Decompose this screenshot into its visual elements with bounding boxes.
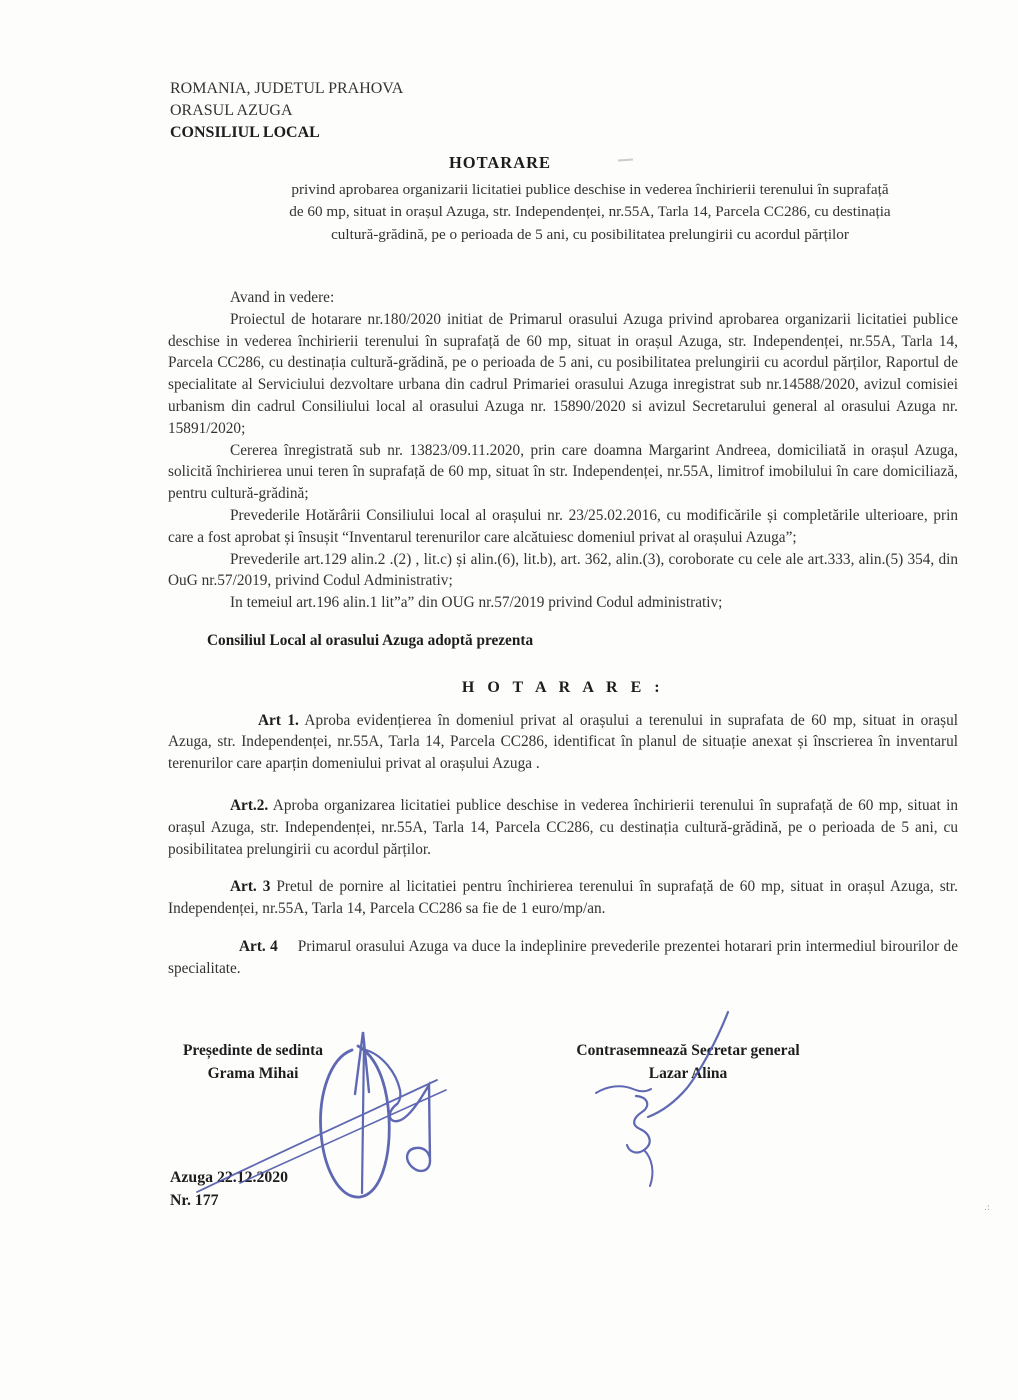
secretary-ink-flourish xyxy=(596,1086,651,1093)
article-1-label: Art 1. xyxy=(258,711,299,729)
preamble-heading: Avand in vedere: xyxy=(230,289,335,306)
article-2 xyxy=(168,795,958,860)
article-4 xyxy=(168,936,958,980)
letterhead xyxy=(170,78,403,144)
secretary-ink-tail xyxy=(644,1150,652,1186)
decision-number: Nr. 177 xyxy=(170,1192,219,1209)
president-title: Președinte de sedinta xyxy=(182,1042,324,1059)
footer-block xyxy=(170,1166,288,1212)
signature-block-president xyxy=(168,1040,338,1085)
recital: Cererea înregistrată sub nr. 13823/09.11.2020, prin care doamna Margarint Andreea, domiciliată in orașul Azuga, solicită închirierea unui teren în suprafață de 60 mp, situat în str. Independenței, nr.55A, limitrof imobilului în care domiciliază, pentru cultură-grădină; xyxy=(168,441,958,503)
president-ink-spike xyxy=(355,1032,369,1094)
subtitle-line: cultură-grădină, pe o perioada de 5 ani, cu posibilitatea prelungirii cu acordul părților xyxy=(331,225,849,243)
place-date: Azuga 22.12.2020 xyxy=(170,1169,289,1186)
president-ink-hook xyxy=(390,1085,430,1171)
letterhead-country: ROMANIA, JUDETUL PRAHOVA xyxy=(170,80,404,97)
article-3-text: Pretul de pornire al licitatiei pentru închirierea terenului în suprafață de 60 mp, situat in orașul Azuga, str. Independenței, nr.55A, Tarla 14, Parcela CC286 sa fie de 1 euro/mp/an. xyxy=(168,878,958,918)
recital: In temeiul art.196 alin.1 lit”a” din OUG nr.57/2019 privind Codul administrativ; xyxy=(230,594,723,612)
subtitle-line: de 60 mp, situat in orașul Azuga, str. Independenței, nr.55A, Tarla 14, Parcela CC286, cu destinația xyxy=(289,203,891,221)
signature-block-secretary xyxy=(552,1040,824,1085)
decision-title: H O T A R A R E : xyxy=(461,678,665,696)
article-1 xyxy=(168,710,958,775)
document-body xyxy=(168,287,958,980)
president-ink-arc xyxy=(366,1050,400,1105)
secretary-name: Lazar Alina xyxy=(648,1064,728,1082)
letterhead-city: ORASUL AZUGA xyxy=(170,102,293,119)
president-ink-stem xyxy=(362,1042,364,1193)
document-title: HOTARARE xyxy=(448,153,552,172)
secretary-title: Contrasemnează Secretar general xyxy=(576,1042,800,1059)
article-1-text: Aproba evidențierea în domeniul privat al orașului a terenului in suprafata de 60 mp, situat in orașul Azuga, str. Independenței, nr.55A, Tarla 14, Parcela CC286, identificat în planul de situație anexat și înscrierea în inventarul terenurilor care aparțin domeniului privat al orașului Azuga . xyxy=(168,711,958,773)
article-4-label: Art. 4 xyxy=(239,937,278,955)
secretary-ink-squiggle xyxy=(627,1096,650,1152)
article-2-text: Aproba organizarea licitatiei publice deschise in vederea închirierii terenului în suprafață de 60 mp, situat in orașul Azuga, str. Independenței, nr.55A, Tarla 14, Parcela CC286, cu destinația cultură-grădină, pe o perioada de 5 ani, cu posibilitatea prelungirii cu acordul părților. xyxy=(168,796,958,858)
president-name: Grama Mihai xyxy=(207,1064,299,1082)
article-3 xyxy=(168,876,958,920)
subtitle-line: privind aprobarea organizarii licitatiei publice deschise in vederea închirierii terenului în suprafață xyxy=(291,181,889,198)
adoption-line: Consiliul Local al orasului Azuga adoptă prezenta xyxy=(207,631,534,649)
recital: Prevederile art.129 alin.2 .(2) , lit.c) și alin.(6), lit.b), art. 362, alin.(3), coroborate cu cele ale art.333, alin.(5) 354, din OuG nr.57/2019, privind Codul Administrativ; xyxy=(168,550,958,590)
article-3-label: Art. 3 xyxy=(230,878,271,896)
letterhead-institution: CONSILIUL LOCAL xyxy=(170,124,320,141)
recital: Prevederile Hotărârii Consiliului local al orașului nr. 23/25.02.2016, cu modificările și completările ulterioare, prin care a fost aprobat și însușit “Inventarul terenurilor care alcătuiesc domeniul privat al orașului Azuga”; xyxy=(168,506,958,546)
article-4-text: Primarul orasului Azuga va duce la indeplinire prevederile prezentei hotarari prin intermediul birourilor de specialitate. xyxy=(168,937,958,977)
scan-artifact-mark: .: xyxy=(984,1203,990,1213)
article-2-label: Art.2. xyxy=(230,796,269,814)
document-subtitle xyxy=(175,179,1005,246)
recital: Proiectul de hotarare nr.180/2020 initiat de Primarul orasului Azuga privind aprobarea organizarii licitatiei publice deschise in vederea închirierii terenului în suprafață de 60 mp, situat in orașul Azuga, str. Independenței, nr.55A, Tarla 14, Parcela CC286, cu destinația cultură-grădină, pe o perioada de 5 ani, cu posibilitatea prelungirii cu acordul părților, Raportul de specialitate al Serviciului dezvoltare urbana din cadrul Primariei orasului Azuga inregistrat sub nr.14588/2020, avizul comisiei urbanism din cadrul Consiliului local al orasului Azuga nr. 15890/2020 si avizul Secretarului general al orasului Azuga nr. 15891/2020; xyxy=(168,310,958,437)
